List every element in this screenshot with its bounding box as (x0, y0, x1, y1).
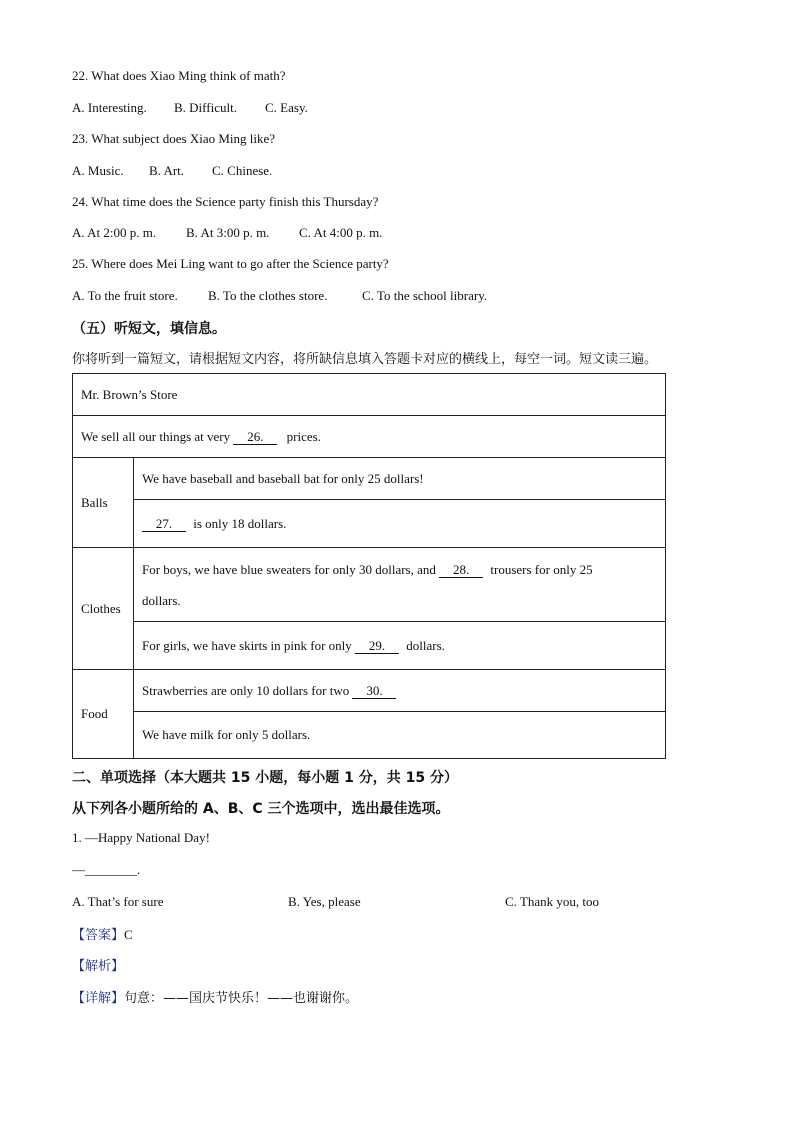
balls-label: Balls (73, 458, 134, 548)
detail-text: 句意：——国庆节快乐！——也谢谢你。 (124, 991, 359, 1006)
section-5-instruction: 你将听到一篇短文，请根据短文内容，将所缺信息填入答题卡对应的横线上，每空一词。短文读三遍。 (72, 352, 658, 367)
question-24-option-a: A. At 2:00 p. m. (72, 225, 157, 240)
clothes-line-2: For girls, we have skirts in pink for only 29. dollars. (134, 622, 666, 670)
question-1-option-b: B. Yes, please (288, 894, 361, 909)
blank-26[interactable]: 26. (233, 430, 277, 445)
question-22-option-c: C. Easy. (265, 100, 308, 115)
table-row (73, 712, 666, 759)
analysis-tag: 【解析】 (72, 959, 125, 974)
clothes-line-1: For boys, we have blue sweaters for only 30 dollars, and 28. trousers for only 25 dollars. (134, 548, 666, 622)
question-22-option-b: B. Difficult. (174, 100, 237, 115)
question-22-stem: 22. What does Xiao Ming think of math? (72, 68, 286, 83)
balls-line-2: 27. is only 18 dollars. (134, 500, 666, 548)
table-row (73, 548, 666, 622)
answer-value: C (124, 927, 133, 942)
price-row: We sell all our things at very 26. prices. (73, 416, 666, 458)
detail-line (72, 987, 358, 1006)
question-25-option-a: A. To the fruit store. (72, 288, 178, 303)
section-5-heading: （五）听短文，填信息。 (72, 321, 226, 337)
table-row (73, 374, 666, 416)
answer-line (72, 924, 133, 943)
table-row (73, 622, 666, 670)
blank-30[interactable]: 30. (352, 684, 396, 699)
table-row (73, 458, 666, 500)
question-24-option-c: C. At 4:00 p. m. (299, 225, 383, 240)
answer-tag: 【答案】 (72, 928, 125, 943)
question-1-option-c: C. Thank you, too (505, 894, 600, 909)
food-line-2: We have milk for only 5 dollars. (134, 712, 666, 759)
food-line-1: Strawberries are only 10 dollars for two 30. (134, 670, 666, 712)
question-23-option-c: C. Chinese. (212, 163, 273, 178)
table-row (73, 670, 666, 712)
question-22-option-a: A. Interesting. (72, 100, 147, 115)
blank-28[interactable]: 28. (439, 563, 483, 578)
table-row (73, 416, 666, 458)
question-23-option-a: A. Music. (72, 163, 124, 178)
part-2-instruction: 从下列各小题所给的 A、B、C 三个选项中，选出最佳选项。 (72, 801, 450, 817)
balls-line-1: We have baseball and baseball bat for only 25 dollars! (134, 458, 666, 500)
question-23-stem: 23. What subject does Xiao Ming like? (72, 131, 276, 146)
question-23-option-b: B. Art. (149, 163, 185, 178)
blank-29[interactable]: 29. (355, 639, 399, 654)
table-row (73, 500, 666, 548)
question-1-stem: 1. —Happy National Day! (72, 830, 210, 845)
info-table (72, 373, 666, 759)
blank-27[interactable]: 27. (142, 517, 186, 532)
question-25-stem: 25. Where does Mei Ling want to go after the Science party? (72, 256, 389, 271)
clothes-label: Clothes (73, 548, 134, 670)
part-2-heading: 二、单项选择（本大题共 15 小题，每小题 1 分，共 15 分） (72, 770, 458, 786)
food-label: Food (73, 670, 134, 759)
question-24-stem: 24. What time does the Science party finish this Thursday? (72, 194, 379, 209)
question-1-reply: —________. (72, 862, 141, 877)
question-25-option-b: B. To the clothes store. (208, 288, 328, 303)
table-title: Mr. Brown’s Store (73, 374, 666, 416)
detail-tag: 【详解】 (72, 991, 125, 1006)
question-1-option-a: A. That’s for sure (72, 894, 164, 909)
question-25-option-c: C. To the school library. (362, 288, 488, 303)
question-24-option-b: B. At 3:00 p. m. (186, 225, 270, 240)
analysis-line (72, 955, 124, 974)
